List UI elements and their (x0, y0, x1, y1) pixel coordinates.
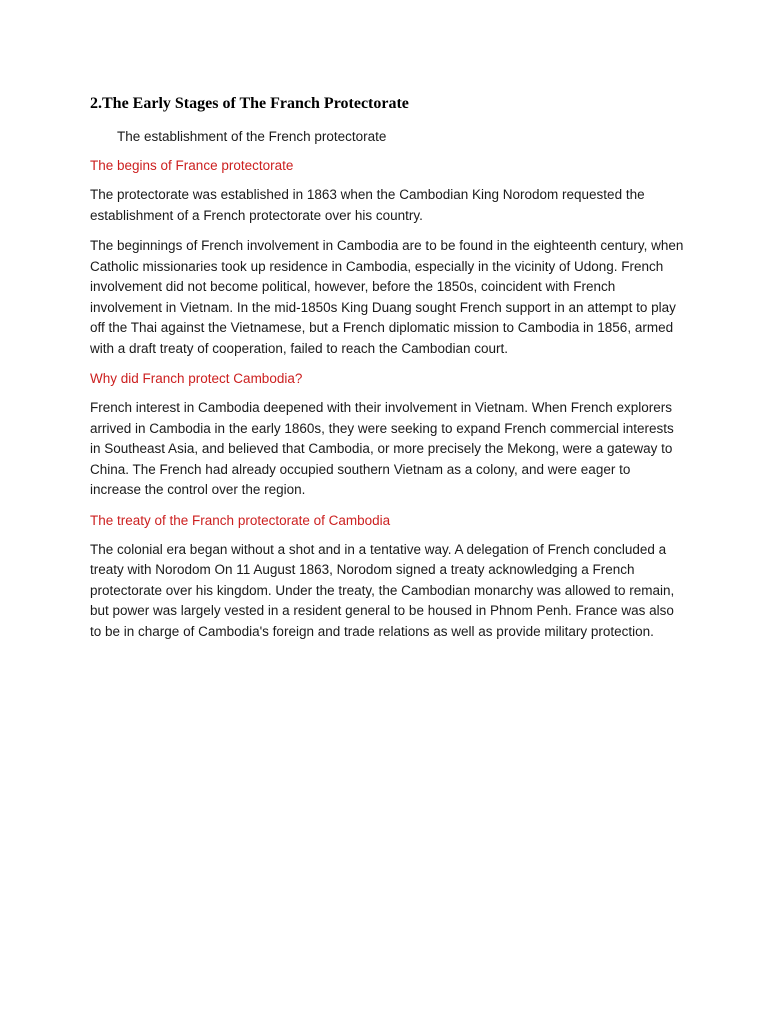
section-title: Why did Franch protect Cambodia? (90, 371, 303, 386)
section-2 (90, 369, 685, 501)
document-page (90, 93, 685, 652)
section-title: The begins of France protectorate (90, 158, 294, 173)
section-1 (90, 156, 685, 359)
section-3 (90, 511, 685, 643)
document-subtitle: The establishment of the French protectorate (117, 129, 387, 144)
section-title: The treaty of the Franch protectorate of Cambodia (90, 512, 391, 528)
paragraph: The colonial era began without a shot and in a tentative way. A delegation of French concluded a treaty with Norodom On 11 August 1863, Norodom signed a treaty acknowledging a French protectorate over his kingdom. Under the treaty, the Cambodian monarchy was allowed to remain, but power was largely vested in a resident general to be housed in Phnom Penh. France was also to be in charge of Cambodia's foreign and trade relations as well as provide military protection. (90, 541, 675, 639)
paragraph: The protectorate was established in 1863 when the Cambodian King Norodom requested the establishment of a French protectorate over his country. (90, 187, 645, 223)
paragraph: The beginnings of French involvement in Cambodia are to be found in the eighteenth century, when Catholic missionaries took up residence in Cambodia, especially in the vicinity of Udong. French involvement did not become political, however, before the 1850s, coincident with French involvement in Vietnam. In the mid-1850s King Duang sought French support in an attempt to play off the Thai against the Vietnamese, but a French diplomatic mission to Cambodia in 1856, armed with a draft treaty of cooperation, failed to reach the Cambodian court. (90, 238, 684, 356)
document-heading: 2.The Early Stages of The Franch Protectorate (90, 95, 409, 112)
paragraph: French interest in Cambodia deepened with their involvement in Vietnam. When French explorers arrived in Cambodia in the early 1860s, they were seeking to expand French commercial interests in Southeast Asia, and believed that Cambodia, or more precisely the Mekong, were a gateway to China. The French had already occupied southern Vietnam as a colony, and were eager to increase the control over the region. (90, 400, 674, 497)
